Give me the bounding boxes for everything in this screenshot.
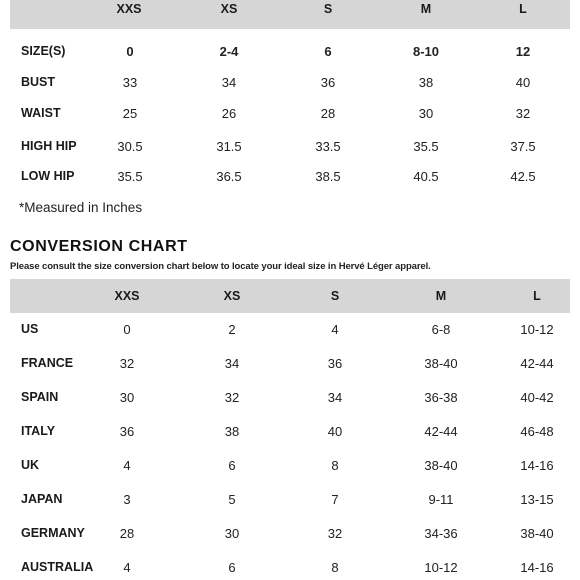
table-cell: 4	[123, 458, 131, 473]
table-cell: 0	[123, 322, 131, 337]
table-cell: 3	[123, 492, 131, 507]
table-cell: 28	[119, 526, 135, 541]
table-cell: 30.5	[117, 139, 143, 154]
table-cell: 40	[327, 424, 343, 439]
row-label: US	[21, 322, 39, 336]
row-label: AUSTRALIA	[21, 560, 94, 574]
table-cell: 14-16	[520, 458, 554, 473]
size-col-header: M	[420, 2, 432, 16]
table-cell: 2-4	[219, 44, 239, 59]
table-cell: 38-40	[520, 526, 554, 541]
conversion-header-band	[10, 279, 570, 313]
table-cell: 33.5	[315, 139, 341, 154]
table-cell: 38.5	[315, 169, 341, 184]
size-col-header: S	[323, 2, 333, 16]
table-cell: 30	[224, 526, 240, 541]
table-cell: 13-15	[520, 492, 554, 507]
table-cell: 42.5	[510, 169, 536, 184]
table-cell: 46-48	[520, 424, 554, 439]
table-cell: 14-16	[520, 560, 554, 575]
conversion-col-header: S	[330, 289, 340, 303]
row-label: GERMANY	[21, 526, 85, 540]
conversion-chart-subtitle: Please consult the size conversion chart below to locate your ideal size in Hervé Léger apparel.	[10, 261, 431, 272]
conversion-col-header: XS	[223, 289, 241, 303]
table-cell: 32	[119, 356, 135, 371]
table-cell: 6	[324, 44, 332, 59]
table-cell: 6	[228, 560, 236, 575]
table-cell: 4	[331, 322, 339, 337]
table-cell: 35.5	[117, 169, 143, 184]
table-cell: 40.5	[413, 169, 439, 184]
table-cell: 34	[327, 390, 343, 405]
size-table-header-band	[10, 0, 570, 29]
table-cell: 8-10	[412, 44, 440, 59]
table-cell: 12	[515, 44, 531, 59]
table-cell: 38	[224, 424, 240, 439]
table-cell: 30	[119, 390, 135, 405]
table-cell: 34	[224, 356, 240, 371]
table-cell: 36.5	[216, 169, 242, 184]
table-cell: 32	[224, 390, 240, 405]
row-label: LOW HIP	[21, 169, 75, 183]
table-cell: 28	[320, 106, 336, 121]
table-cell: 36	[119, 424, 135, 439]
table-cell: 32	[515, 106, 531, 121]
table-cell: 10-12	[520, 322, 554, 337]
row-label: BUST	[21, 75, 56, 89]
row-label: ITALY	[21, 424, 56, 438]
table-cell: 38	[418, 75, 434, 90]
size-col-header: XS	[220, 2, 238, 16]
table-cell: 38-40	[424, 356, 458, 371]
row-label: UK	[21, 458, 40, 472]
table-cell: 5	[228, 492, 236, 507]
table-cell: 9-11	[428, 492, 454, 507]
table-cell: 33	[122, 75, 138, 90]
table-cell: 7	[331, 492, 339, 507]
table-cell: 30	[418, 106, 434, 121]
row-label: WAIST	[21, 106, 61, 120]
row-label: JAPAN	[21, 492, 63, 506]
conversion-chart-title: CONVERSION CHART	[10, 238, 188, 255]
table-cell: 38-40	[424, 458, 458, 473]
table-cell: 40	[515, 75, 531, 90]
table-cell: 10-12	[424, 560, 458, 575]
table-cell: 6	[228, 458, 236, 473]
table-cell: 8	[331, 560, 339, 575]
table-cell: 36-38	[424, 390, 458, 405]
table-cell: 37.5	[510, 139, 536, 154]
row-label: FRANCE	[21, 356, 74, 370]
table-cell: 4	[123, 560, 131, 575]
row-label: SPAIN	[21, 390, 59, 404]
size-col-header: XXS	[116, 2, 142, 16]
table-cell: 26	[221, 106, 237, 121]
table-cell: 25	[122, 106, 138, 121]
table-cell: 36	[320, 75, 336, 90]
measurement-footnote: *Measured in Inches	[19, 200, 143, 215]
table-cell: 42-44	[424, 424, 458, 439]
row-label: HIGH HIP	[21, 139, 77, 153]
size-col-header: L	[519, 2, 527, 16]
conversion-col-header: M	[435, 289, 447, 303]
table-cell: 42-44	[520, 356, 554, 371]
table-cell: 0	[126, 44, 134, 59]
table-cell: 31.5	[216, 139, 242, 154]
table-cell: 8	[331, 458, 339, 473]
conversion-col-header: XXS	[114, 289, 140, 303]
table-cell: 36	[327, 356, 343, 371]
table-cell: 35.5	[413, 139, 439, 154]
table-cell: 2	[228, 322, 236, 337]
table-cell: 40-42	[520, 390, 554, 405]
table-cell: 34	[221, 75, 237, 90]
table-cell: 32	[327, 526, 343, 541]
table-cell: 6-8	[431, 322, 451, 337]
row-label: SIZE(S)	[21, 44, 66, 58]
table-cell: 34-36	[424, 526, 458, 541]
conversion-col-header: L	[533, 289, 541, 303]
